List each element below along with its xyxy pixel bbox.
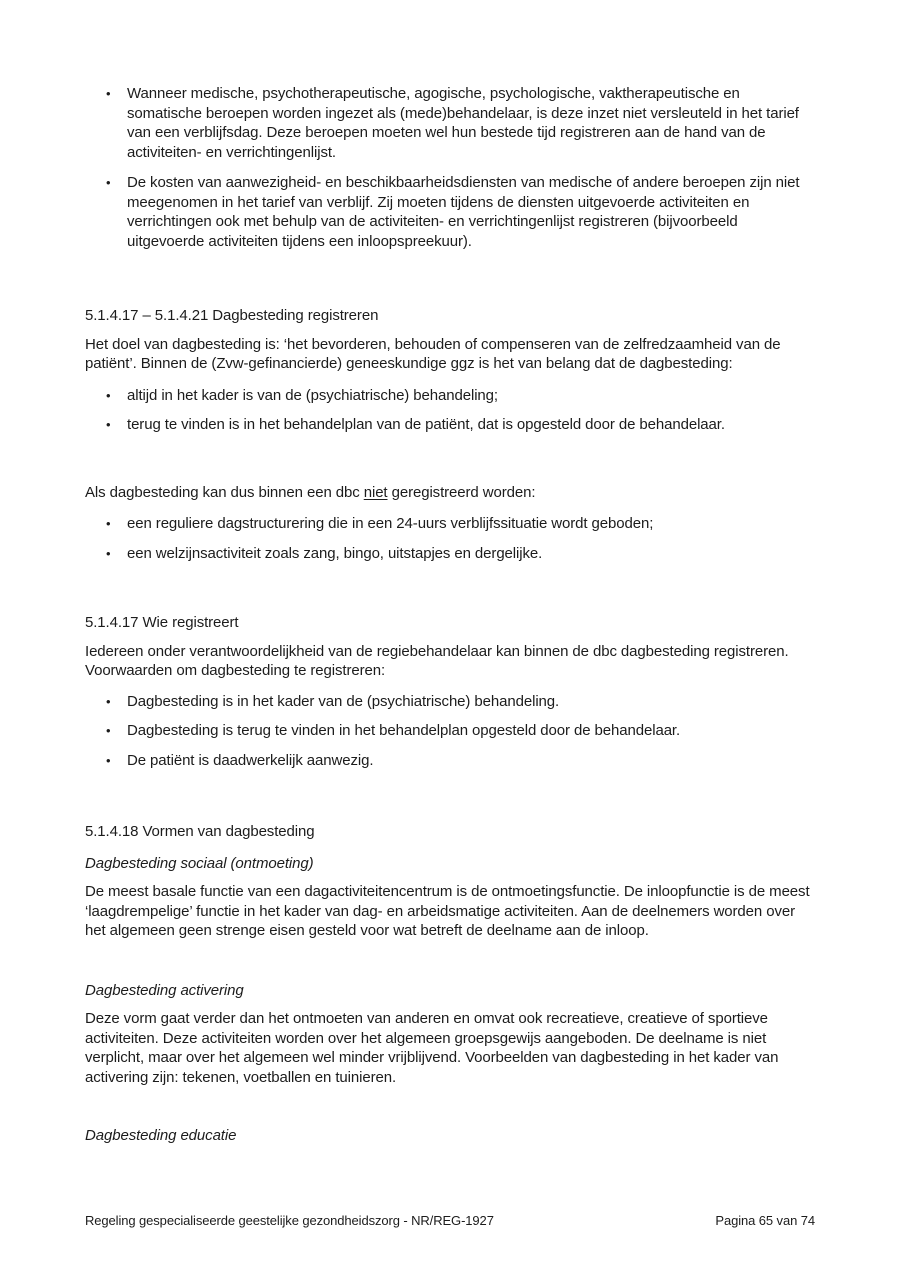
niet-underlined-word: niet bbox=[363, 483, 388, 501]
footer-document-title: Regeling gespecialiseerde geestelijke gezondheidszorg - NR/REG-1927 bbox=[85, 1213, 494, 1228]
bullet-item: • Dagbesteding is terug te vinden in het behandelplan opgesteld door de behandelaar. bbox=[85, 721, 815, 741]
subheading-dagbesteding-educatie: Dagbesteding educatie bbox=[85, 1127, 237, 1144]
bullet-item: • De patiënt is daadwerkelijk aanwezig. bbox=[85, 751, 815, 771]
bullet-item: • terug te vinden is in het behandelplan van de patiënt, dat is opgesteld door de behandelaar. bbox=[85, 415, 815, 435]
bullet-item: • Wanneer medische, psychotherapeutische, agogische, psychologische, vaktherapeutische en somatische beroepen worden ingezet als (mede)behandelaar, is deze inzet niet versleuteld in het tarief van een verblijfsdag. Deze beroepen moeten wel hun bestede tijd registreren aan de hand van de activiteiten- en verrichtingenlijst. bbox=[85, 84, 815, 162]
bullet-item: • Dagbesteding is in het kader van de (psychiatrische) behandeling. bbox=[85, 692, 815, 712]
bullet-item: • een welzijnsactiviteit zoals zang, bingo, uitstapjes en dergelijke. bbox=[85, 544, 815, 564]
page-footer bbox=[85, 1212, 815, 1229]
bullet-item: • altijd in het kader is van de (psychiatrische) behandeling; bbox=[85, 386, 815, 406]
wie-registreert-intro-paragraph: Iedereen onder verantwoordelijkheid van de regiebehandelaar kan binnen de dbc dagbesteding registreren. Voorwaarden om dagbesteding te registreren: bbox=[85, 642, 789, 679]
bullet-item: • een reguliere dagstructurering die in een 24-uurs verblijfssituatie wordt geboden; bbox=[85, 514, 815, 534]
footer-page-number: Pagina 65 van 74 bbox=[715, 1213, 815, 1228]
section-heading-wie-registreert: 5.1.4.17 Wie registreert bbox=[85, 614, 239, 631]
intro-bullet-list bbox=[85, 84, 815, 251]
section-heading-vormen-van-dagbesteding: 5.1.4.18 Vormen van dagbesteding bbox=[85, 823, 315, 840]
dagbesteding-intro-paragraph: Het doel van dagbesteding is: ‘het bevorderen, behouden of compenseren van de zelfredzaamheid van de patiënt’. Binnen de (Zvw-gefinancierde) geneeskundige ggz is het van belang dat de dagbesteding: bbox=[85, 335, 781, 372]
section-heading-dagbesteding-registreren: 5.1.4.17 – 5.1.4.21 Dagbesteding registreren bbox=[85, 307, 379, 324]
niet-suffix: geregistreerd worden: bbox=[387, 483, 536, 501]
dagbesteding-criteria-list bbox=[85, 386, 815, 435]
subheading-dagbesteding-sociaal: Dagbesteding sociaal (ontmoeting) bbox=[85, 854, 314, 872]
subheading-dagbesteding-activering: Dagbesteding activering bbox=[85, 981, 244, 999]
dagbesteding-excluded-list bbox=[85, 514, 815, 563]
dagbesteding-sociaal-paragraph: De meest basale functie van een dagactiviteitencentrum is de ontmoetingsfunctie. De inloopfunctie is de meest ‘laagdrempelige’ functie in het kader van dag- en arbeidsmatige activiteiten. Aan de deelnemers worden over het algemeen geen strenge eisen gesteld voor wat betreft de deelname aan de inloop. bbox=[85, 883, 810, 939]
niet-prefix: Als dagbesteding kan dus binnen een dbc bbox=[85, 483, 364, 501]
dagbesteding-niet-paragraph bbox=[85, 483, 815, 503]
dagbesteding-activering-paragraph: Deze vorm gaat verder dan het ontmoeten van anderen en omvat ook recreatieve, creatieve of sportieve activiteiten. Deze activiteiten worden over het algemeen groepsgewijs aangeboden. De deelname is niet verplicht, maar over het algemeen wel minder vrijblijvend. Voorbeelden van dagbesteding in het kader van activering zijn: tekenen, voetballen en tuinieren. bbox=[85, 1010, 779, 1086]
wie-registreert-list bbox=[85, 692, 815, 771]
bullet-item: • De kosten van aanwezigheid- en beschikbaarheidsdiensten van medische of andere beroepen zijn niet meegenomen in het tarief van verblijf. Zij moeten tijdens de diensten uitgevoerde activiteiten en verrichtingen ook met behulp van de activiteiten- en verrichtingenlijst registreren (bijvoorbeeld uitgevoerde activiteiten tijdens een inloopspreekuur). bbox=[85, 173, 815, 251]
